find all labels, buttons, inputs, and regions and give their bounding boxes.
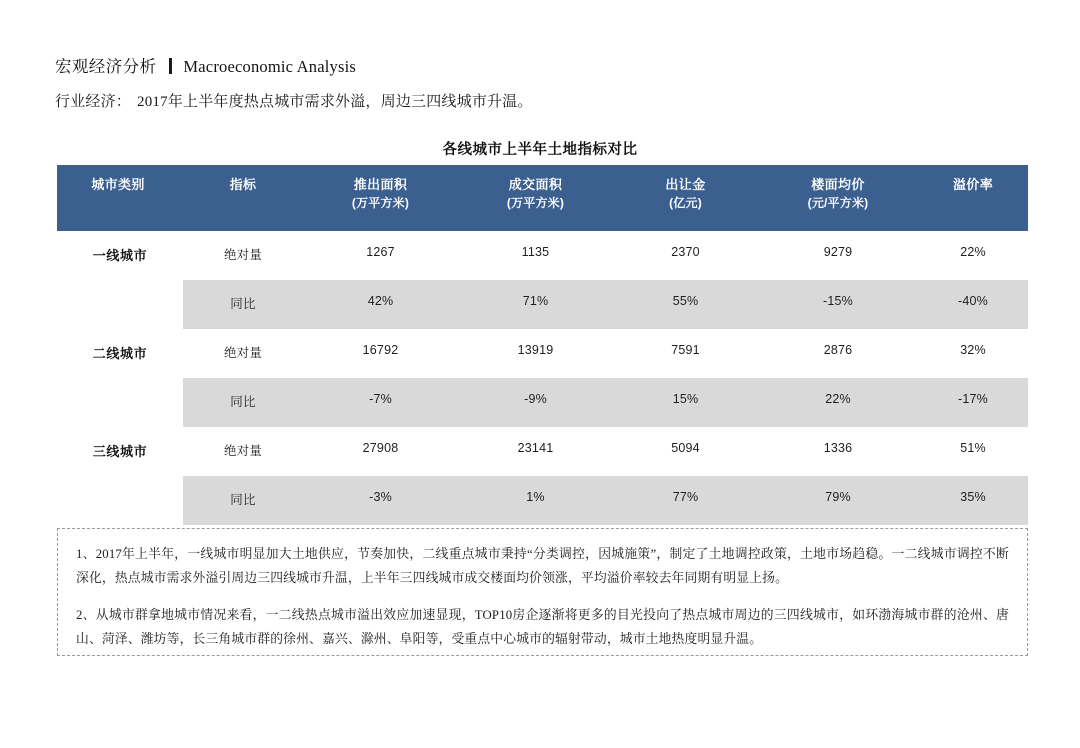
column-header-transfer-fee: [613, 165, 758, 231]
table-row: [57, 378, 1028, 427]
column-header-transacted-area-label: 成交面积: [508, 177, 563, 192]
cell-city-category: 一线城市: [57, 231, 183, 280]
document-header: [55, 56, 356, 76]
column-header-transacted-area-unit: (万平方米): [506, 195, 565, 210]
cell-transacted-area: 71%: [458, 280, 613, 329]
cell-floor-price: 79%: [758, 476, 918, 525]
cell-city-category: 三线城市: [57, 427, 183, 476]
note-item-2: 2、从城市群拿地城市情况来看，一二线热点城市溢出效应加速显现，TOP10房企逐渐将更多的目光投向了热点城市周边的三四线城市，如环渤海城市群的沧州、唐山、菏泽、潍坊等，长三角城市群的徐州、嘉兴、滁州、阜阳等，受重点中心城市的辐射带动，城市土地热度明显升温。: [76, 608, 1009, 647]
table-row: [57, 231, 1028, 280]
cell-transacted-area: 1%: [458, 476, 613, 525]
cell-transfer-fee: 77%: [613, 476, 758, 525]
table-row: [57, 476, 1028, 525]
table-header-row: [57, 165, 1028, 231]
column-header-transfer-fee-unit: (亿元): [669, 195, 702, 210]
cell-premium-rate: 35%: [918, 476, 1028, 525]
cell-city-category-empty: [57, 378, 183, 427]
header-title-en: Macroeconomic Analysis: [183, 57, 356, 76]
column-header-transacted-area: [458, 165, 613, 231]
cell-floor-price: 1336: [758, 427, 918, 476]
table-row: [57, 280, 1028, 329]
cell-transacted-area: 23141: [458, 427, 613, 476]
cell-city-category: 二线城市: [57, 329, 183, 378]
cell-launched-area: 27908: [303, 427, 458, 476]
table-head: [57, 165, 1028, 231]
notes-panel: [57, 528, 1028, 656]
cell-premium-rate: 51%: [918, 427, 1028, 476]
column-header-floor-price: [758, 165, 918, 231]
cell-premium-rate: -17%: [918, 378, 1028, 427]
document-subheader: [55, 93, 533, 111]
cell-floor-price: 22%: [758, 378, 918, 427]
column-header-floor-price-label: 楼面均价: [811, 177, 865, 192]
cell-transfer-fee: 5094: [613, 427, 758, 476]
column-header-metric-label: 指标: [229, 177, 257, 192]
column-header-city-category-label: 城市类别: [91, 177, 145, 192]
table-title: 各线城市上半年土地指标对比: [442, 142, 638, 158]
cell-transfer-fee: 55%: [613, 280, 758, 329]
subheader-label: 行业经济：: [55, 94, 132, 110]
cell-transacted-area: 13919: [458, 329, 613, 378]
cell-transacted-area: -9%: [458, 378, 613, 427]
cell-metric: 同比: [183, 476, 303, 525]
column-header-floor-price-unit: (元/平方米): [807, 195, 869, 210]
column-header-city-category: [57, 165, 183, 231]
column-header-launched-area-label: 推出面积: [353, 177, 408, 192]
column-header-premium-rate-label: 溢价率: [952, 177, 994, 192]
table-row: [57, 427, 1028, 476]
cell-metric: 绝对量: [183, 329, 303, 378]
cell-city-category-empty: [57, 280, 183, 329]
cell-transfer-fee: 2370: [613, 231, 758, 280]
land-index-table: [57, 165, 1028, 525]
cell-floor-price: 9279: [758, 231, 918, 280]
subheader-text: 2017年上半年度热点城市需求外溢，周边三四线城市升温。: [137, 94, 533, 110]
cell-premium-rate: 32%: [918, 329, 1028, 378]
cell-transacted-area: 1135: [458, 231, 613, 280]
cell-premium-rate: 22%: [918, 231, 1028, 280]
cell-launched-area: 16792: [303, 329, 458, 378]
cell-premium-rate: -40%: [918, 280, 1028, 329]
cell-metric: 绝对量: [183, 427, 303, 476]
cell-floor-price: -15%: [758, 280, 918, 329]
cell-launched-area: 42%: [303, 280, 458, 329]
cell-transfer-fee: 7591: [613, 329, 758, 378]
column-header-transfer-fee-label: 出让金: [665, 177, 706, 192]
note-item-1: 1、2017年上半年，一线城市明显加大土地供应，节奏加快，二线重点城市秉持“分类调控，因城施策”，制定了土地调控政策，土地市场趋稳。一二线城市调控不断深化，热点城市需求外溢引周边三四线城市升温，上半年三四线城市成交楼面均价领涨，平均溢价率较去年同期有明显上扬。: [76, 547, 1009, 585]
cell-metric: 同比: [183, 280, 303, 329]
column-header-metric: [183, 165, 303, 231]
cell-metric: 同比: [183, 378, 303, 427]
cell-metric: 绝对量: [183, 231, 303, 280]
table-body: [57, 231, 1028, 525]
cell-launched-area: -3%: [303, 476, 458, 525]
table-row: [57, 329, 1028, 378]
cell-transfer-fee: 15%: [613, 378, 758, 427]
cell-launched-area: -7%: [303, 378, 458, 427]
column-header-launched-area: [303, 165, 458, 231]
cell-city-category-empty: [57, 476, 183, 525]
column-header-launched-area-unit: (万平方米): [351, 195, 410, 210]
land-index-table-wrapper: [57, 165, 1028, 525]
header-divider-bar: [169, 58, 172, 74]
cell-floor-price: 2876: [758, 329, 918, 378]
column-header-premium-rate: [918, 165, 1028, 231]
header-title-cn: 宏观经济分析: [55, 57, 157, 76]
cell-launched-area: 1267: [303, 231, 458, 280]
